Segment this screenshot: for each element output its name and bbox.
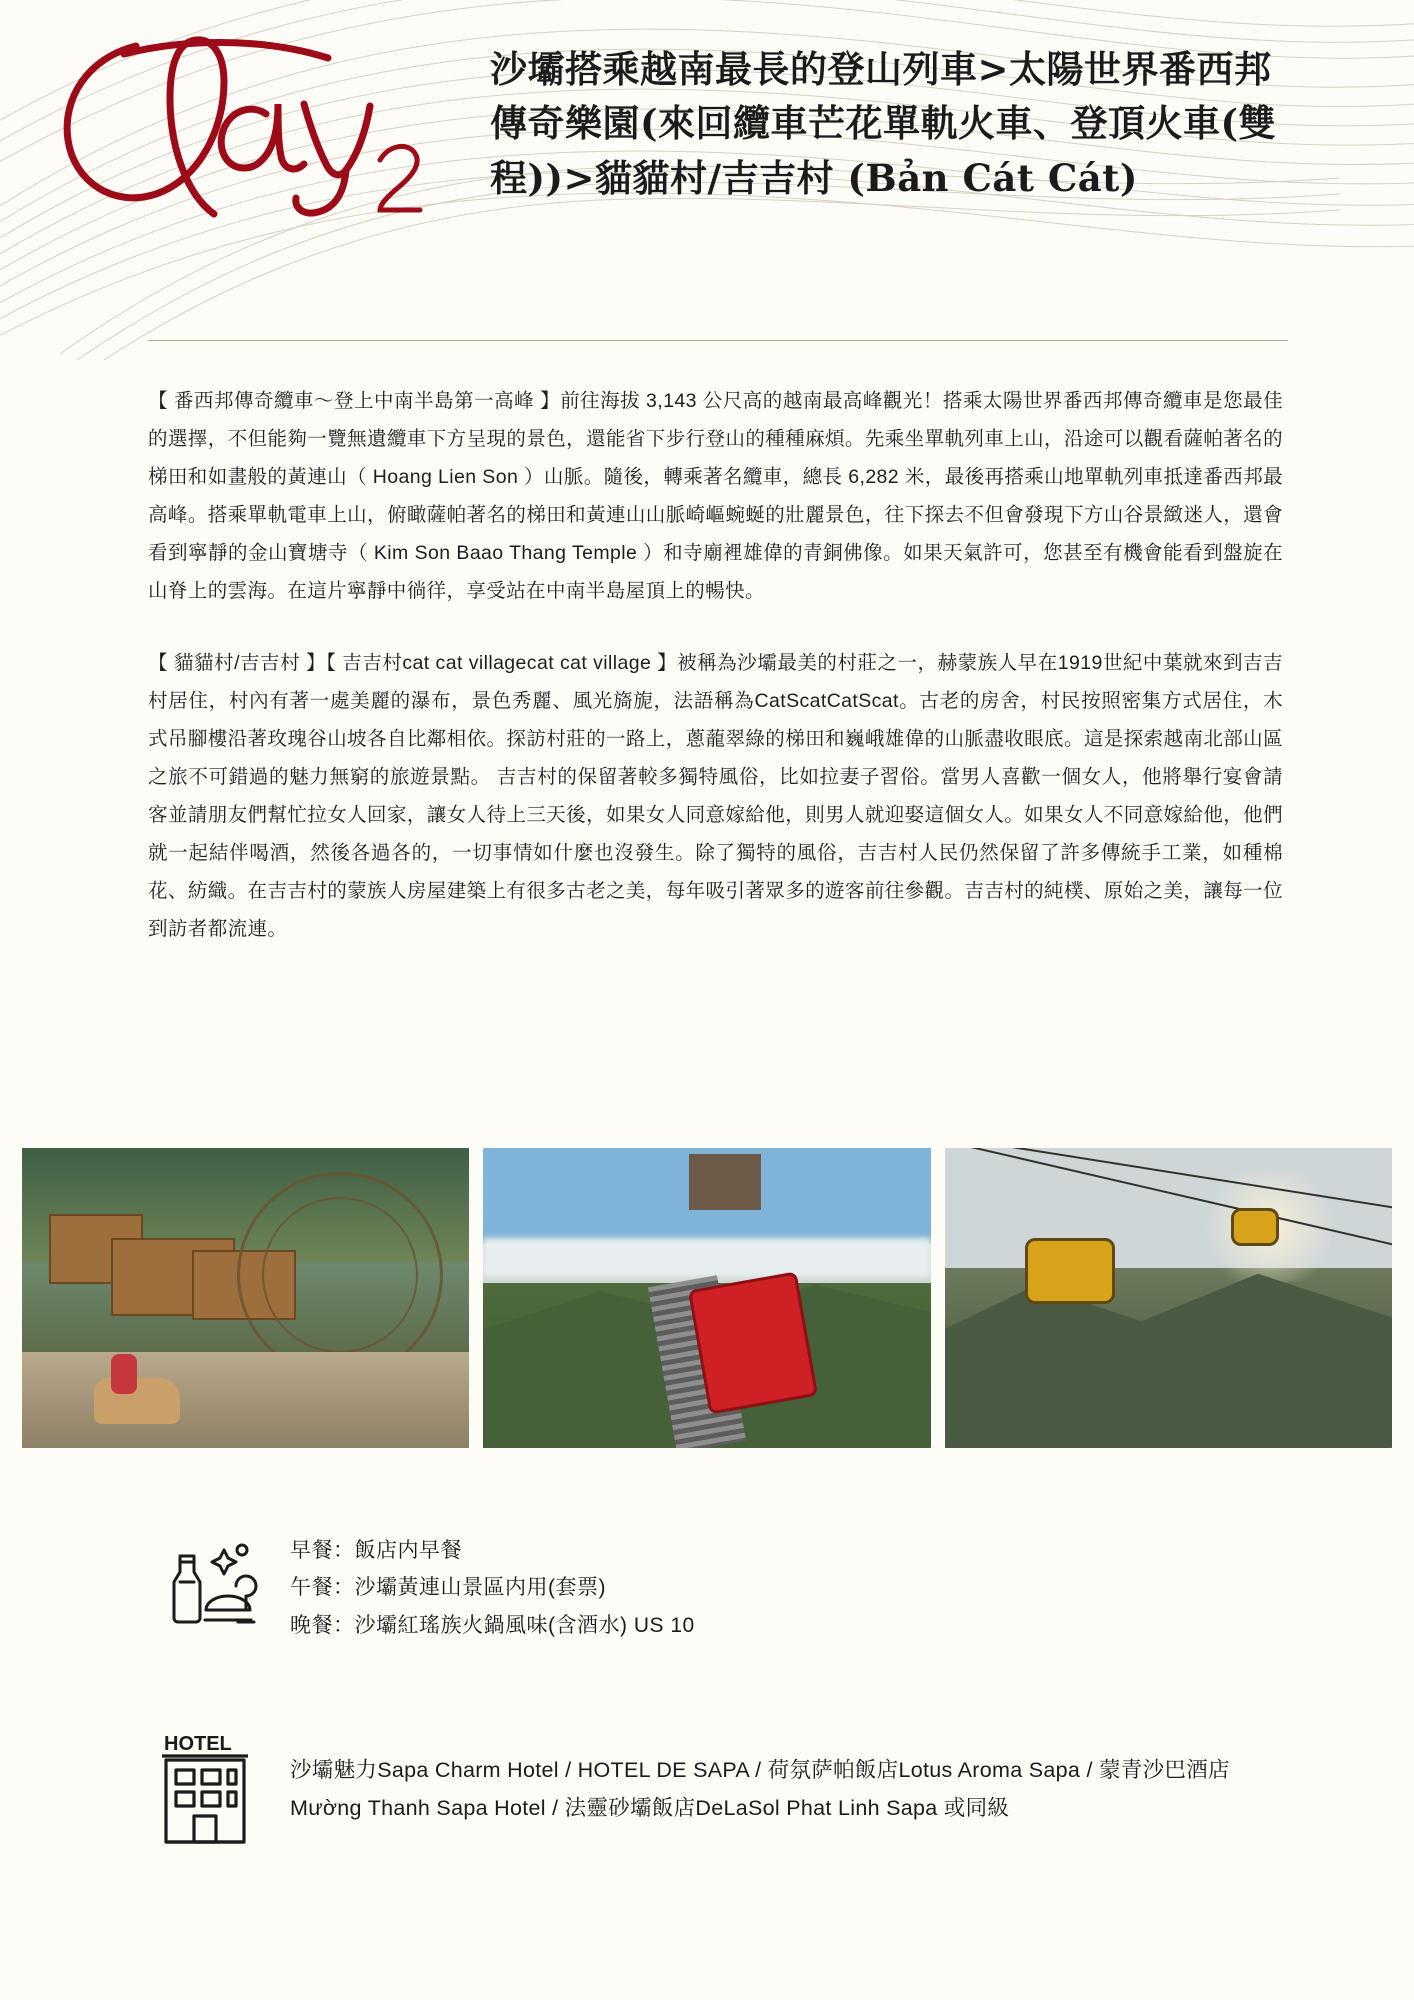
hotel-list: 沙壩魅力Sapa Charm Hotel / HOTEL DE SAPA / 荷氛萨帕飯店Lotus Aroma Sapa / 蒙青沙巴酒店Mường Thanh Sapa Hotel / 法靈砂壩飯店DeLaSol Phat Linh Sapa 或同級	[290, 1758, 1230, 1820]
hotel-icon	[150, 1730, 260, 1850]
photo-cat-cat-village	[22, 1148, 469, 1448]
photo-cable-car	[945, 1148, 1392, 1448]
meals-list	[290, 1528, 695, 1644]
page-header	[0, 0, 1414, 360]
paragraph-cat-cat-village: 【 貓貓村/吉吉村 】【 吉吉村cat cat villagecat cat village 】被稱為沙壩最美的村莊之一，赫蒙族人早在1919世紀中葉就來到吉吉村居住，村內有著一處美麗的瀑布，景色秀麗、風光旖旎，法語稱為CatScatCatScat。古老的房舍，村民按照密集方式居住，木式吊腳樓沿著玫瑰谷山坡各自比鄰相依。探訪村莊的一路上，蔥蘢翠綠的梯田和巍峨雄偉的山脈盡收眼底。這是探索越南北部山區之旅不可錯過的魅力無窮的旅遊景點。 吉吉村的保留著較多獨特風俗，比如拉妻子習俗。當男人喜歡一個女人，他將舉行宴會請客並請朋友們幫忙拉女人回家，讓女人待上三天後，如果女人同意嫁給他，則男人就迎娶這個女人。如果女人不同意嫁給他，他們就一起結伴喝酒，然後各過各的，一切事情如什麼也沒發生。除了獨特的風俗，吉吉村人民仍然保留了許多傳統手工業，如種棉花、紡織。在吉吉村的蒙族人房屋建築上有很多古老之美，每年吸引著眾多的遊客前往參觀。吉吉村的純樸、原始之美，讓每一位到訪者都流連。	[148, 652, 1283, 941]
paragraph-fansipan: 【 番西邦傳奇纜車～登上中南半島第一高峰 】前往海拔 3,143 公尺高的越南最高峰觀光！搭乘太陽世界番西邦傳奇纜車是您最佳的選擇，不但能夠一覽無遺纜車下方呈現的景色，還能省下步行登山的種種麻煩。先乘坐單軌列車上山，沿途可以觀看薩帕著名的梯田和如畫般的黃連山（ Hoang Lien Son ）山脈。隨後，轉乘著名纜車，總長 6,282 米，最後再搭乘山地單軌列車抵達番西邦最高峰。搭乘單軌電車上山，俯瞰薩帕著名的梯田和黃連山山脈崎嶇蜿蜒的壯麗景色，往下探去不但會發現下方山谷景緻迷人，還會看到寧靜的金山寶塘寺（ Kim Son Baao Thang Temple ）和寺廟裡雄偉的青銅佛像。如果天氣許可，您甚至有機會能看到盤旋在山脊上的雲海。在這片寧靜中徜徉，享受站在中南半島屋頂上的暢快。	[148, 390, 1283, 603]
meals-section	[150, 1528, 1250, 1644]
title-divider	[148, 340, 1288, 341]
photo-mountain-train	[483, 1148, 930, 1448]
meal-dinner: 晚餐：沙壩紅瑤族火鍋風味(含酒水) US 10	[290, 1613, 695, 1637]
photo1-riverbank	[22, 1352, 469, 1448]
page-title: 沙壩搭乘越南最長的登山列車>太陽世界番西邦傳奇樂園(來回纜車芒花單軌火車、登頂火車(雙程))>貓貓村/吉吉村 (Bản Cát Cát)	[490, 47, 1277, 200]
photo2-temple	[689, 1154, 761, 1210]
page-title-block	[490, 42, 1300, 205]
photo1-water-wheel	[237, 1172, 443, 1378]
itinerary-description	[148, 382, 1283, 982]
svg-text:HOTEL: HOTEL	[164, 1733, 232, 1755]
meal-lunch: 午餐：沙壩黃連山景區内用(套票)	[290, 1576, 606, 1600]
meal-breakfast: 早餐：飯店内早餐	[290, 1539, 462, 1562]
photo-strip	[22, 1148, 1392, 1448]
photo3-cable-car-cabin	[1025, 1238, 1115, 1304]
day-label-script	[28, 18, 458, 248]
photo1-rider	[111, 1354, 137, 1394]
photo3-cable-car-cabin	[1231, 1208, 1279, 1246]
photo2-cloud-sea	[483, 1238, 930, 1277]
hotel-section	[150, 1730, 1280, 1850]
photo2-red-funicular-train	[688, 1271, 818, 1414]
dining-icon	[150, 1528, 260, 1633]
